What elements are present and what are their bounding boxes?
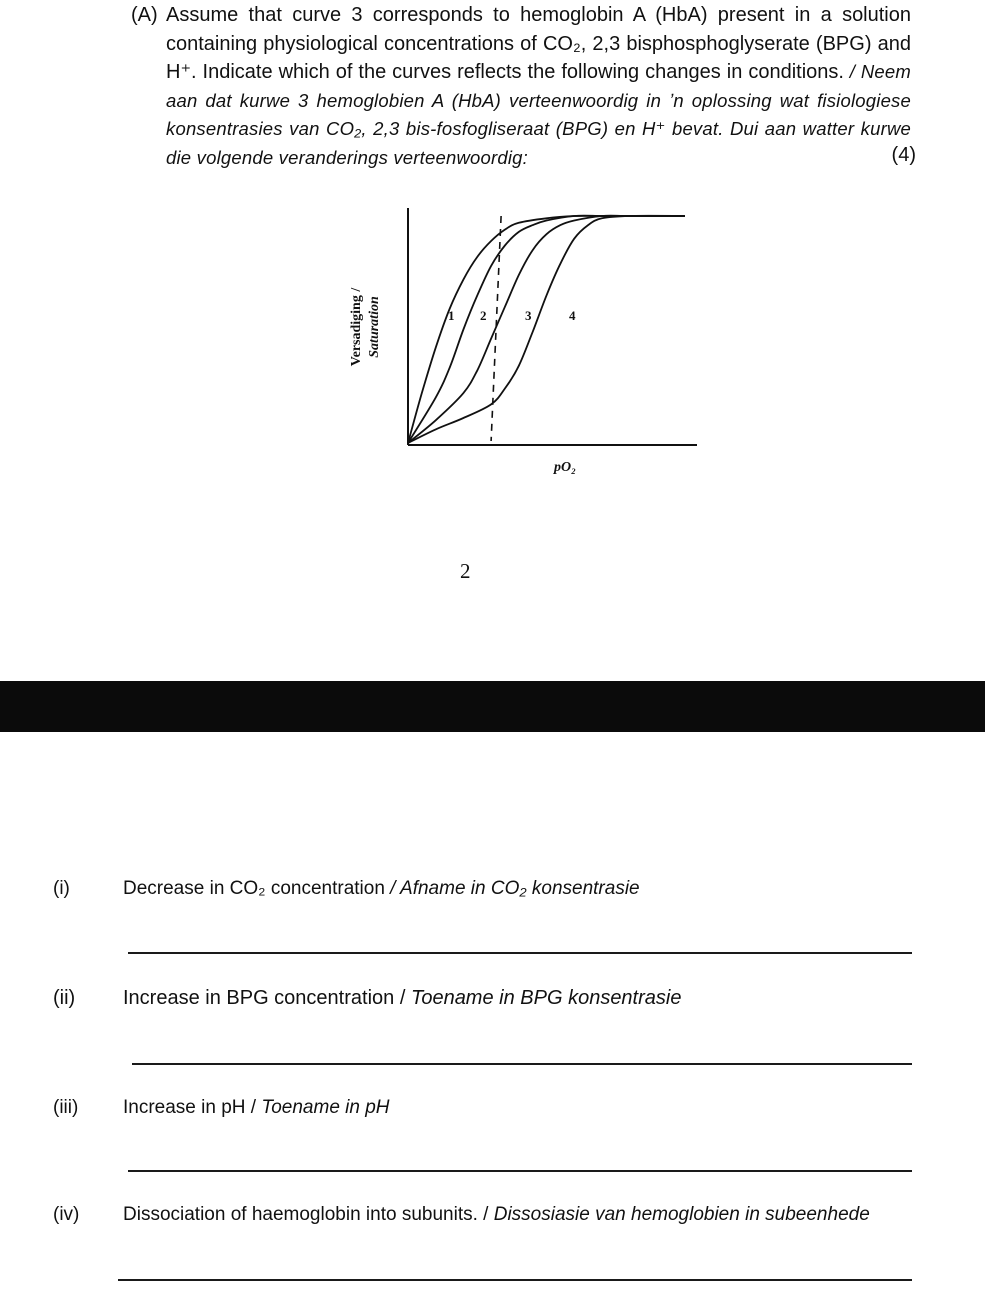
- item-iii-text: [123, 1097, 390, 1119]
- answer-line-ii[interactable]: [132, 1063, 912, 1065]
- item-iii-number: (iii): [53, 1097, 79, 1118]
- curves-group: [408, 216, 685, 443]
- curve-1-label: 1: [448, 308, 455, 323]
- item-i-text-en: Decrease in CO₂ concentration: [123, 878, 385, 899]
- question-marks: (4): [891, 144, 916, 166]
- y-axis-label: [349, 287, 382, 367]
- curve-1: [408, 216, 685, 443]
- curve-2-label: 2: [480, 308, 487, 323]
- item-i-number: (i): [53, 878, 70, 899]
- item-iv-text-en: Dissociation of haemoglobin into subunits.: [123, 1204, 478, 1225]
- question-separator: /: [843, 61, 861, 82]
- answer-line-iv[interactable]: [118, 1279, 912, 1281]
- item-ii-text: [123, 987, 681, 1010]
- item-iv-separator: /: [477, 1204, 494, 1225]
- item-ii-text-en: Increase in BPG concentration: [123, 987, 395, 1009]
- item-iv-text-af: Dissosiasie van hemoglobien in subeenhede: [493, 1204, 870, 1225]
- item-ii-separator: /: [394, 987, 411, 1009]
- item-iii-separator: /: [245, 1097, 262, 1118]
- item-ii-text-af: Toename in BPG konsentrasie: [410, 987, 682, 1009]
- curve-4-label: 4: [569, 308, 576, 323]
- item-i-separator: /: [384, 878, 401, 899]
- answer-line-iii[interactable]: [128, 1170, 912, 1172]
- question-text-en: Assume that curve 3 corresponds to hemoglobin A (HbA) present in a solution containing physiological concentrations of CO₂, 2,3 bisphosphoglyserate (BPG) and H⁺. Indicate which of the curves reflects the following changes in conditions.: [166, 4, 911, 83]
- y-axis-label-line2: Saturation: [367, 296, 382, 358]
- curve-2: [408, 216, 685, 443]
- item-ii-number: (ii): [53, 987, 76, 1009]
- curve-4: [408, 216, 685, 443]
- black-band: [0, 681, 985, 732]
- curve-3: [408, 216, 685, 443]
- y-axis-label-line1: Versadiging /: [349, 287, 364, 367]
- page-number: 2: [460, 559, 471, 583]
- item-i-text: [123, 878, 640, 900]
- item-iii-text-en: Increase in pH: [123, 1097, 246, 1118]
- x-axis-label: pO₂: [554, 460, 576, 475]
- item-iv-text: [123, 1204, 870, 1226]
- item-i-text-af: Afname in CO₂ konsentrasie: [400, 878, 640, 899]
- curve-3-label: 3: [525, 308, 532, 323]
- item-iii-text-af: Toename in pH: [261, 1097, 390, 1118]
- item-iv-number: (iv): [53, 1204, 80, 1225]
- oxygen-saturation-chart: [330, 195, 710, 485]
- question-label: (A): [131, 4, 158, 26]
- answer-line-i[interactable]: [128, 952, 912, 954]
- question-text-af: Neem aan dat kurwe 3 hemoglobien A (HbA) verteenwoordig in ʼn oplossing wat fisiologiese konsentrasies van CO₂, 2,3 bis-fosfogliseraat (BPG) en H⁺ bevat. Dui aan watter kurwe die volgende veranderings verteenwoordig:: [166, 61, 911, 168]
- question-text: [166, 1, 911, 172]
